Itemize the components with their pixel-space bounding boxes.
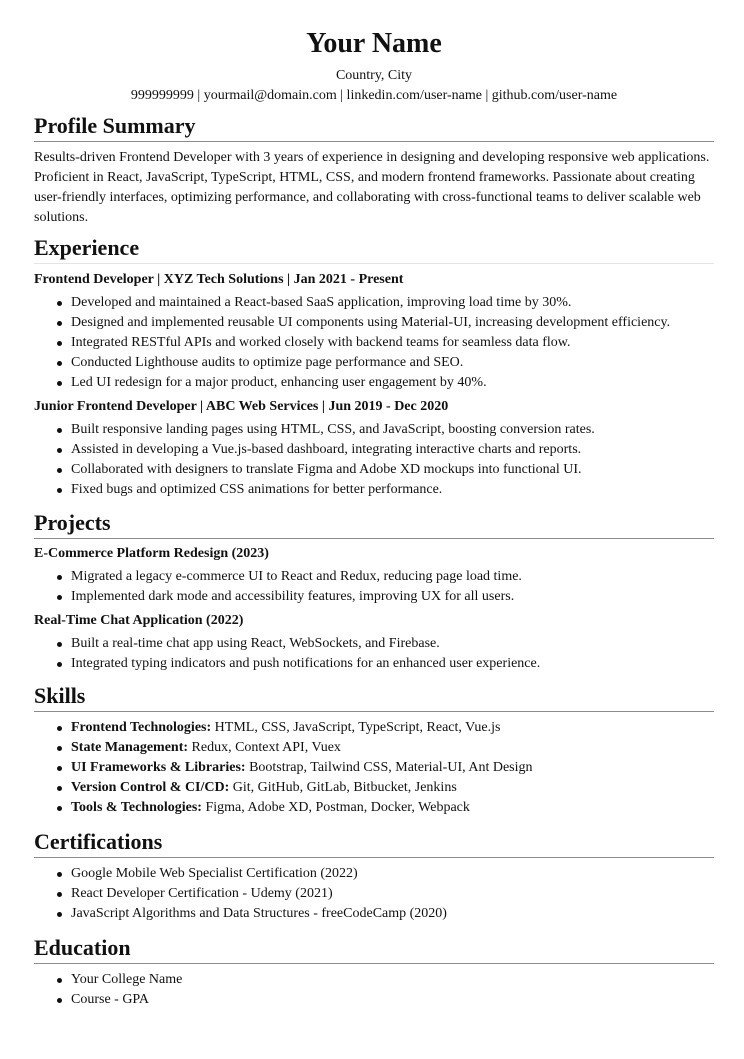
skill-value: Figma, Adobe XD, Postman, Docker, Webpack (201, 800, 470, 815)
list-item: Implemented dark mode and accessibility features, improving UX for all users. (71, 587, 714, 607)
section-title-skills: Skills (34, 683, 86, 708)
list-item: JavaScript Algorithms and Data Structures - freeCodeCamp (2020) (71, 904, 714, 924)
section-divider (34, 538, 714, 539)
education-section (34, 934, 714, 1010)
job-heading: Frontend Developer | XYZ Tech Solutions | Jan 2021 - Present (34, 272, 404, 287)
education-list (34, 970, 714, 1010)
resume-page (34, 0, 714, 1010)
skill-item (71, 738, 714, 758)
list-item: Built a real-time chat app using React, WebSockets, and Firebase. (71, 634, 714, 654)
list-item: Conducted Lighthouse audits to optimize page performance and SEO. (71, 353, 714, 373)
job-entry (34, 397, 714, 500)
section-title-projects: Projects (34, 510, 111, 535)
section-title-experience: Experience (34, 235, 140, 260)
contact-line: 999999999 | yourmail@domain.com | linkedin.com/user-name | github.com/user-name (130, 88, 618, 103)
list-item: Integrated RESTful APIs and worked closely with backend teams for seamless data flow. (71, 333, 714, 353)
list-item: Integrated typing indicators and push notifications for an enhanced user experience. (71, 654, 714, 674)
skill-value: HTML, CSS, JavaScript, TypeScript, React, Vue.js (211, 720, 501, 735)
section-title-certifications: Certifications (34, 829, 163, 854)
skills-section (34, 682, 714, 818)
skill-value: Git, GitHub, GitLab, Bitbucket, Jenkins (229, 780, 457, 795)
skill-label: State Management: (71, 740, 189, 755)
list-item: Course - GPA (71, 990, 714, 1010)
candidate-location: Country, City (335, 68, 413, 83)
list-item: Led UI redesign for a major product, enhancing user engagement by 40%. (71, 373, 714, 393)
experience-section (34, 234, 714, 500)
skill-label: Tools & Technologies: (71, 800, 202, 815)
project-heading: E-Commerce Platform Redesign (2023) (34, 546, 269, 561)
list-item: Fixed bugs and optimized CSS animations for better performance. (71, 480, 714, 500)
skill-item (71, 798, 714, 818)
section-divider (34, 857, 714, 858)
projects-section (34, 509, 714, 674)
skill-value: Redux, Context API, Vuex (188, 740, 341, 755)
section-title-education: Education (34, 935, 131, 960)
profile-section (34, 112, 714, 228)
job-entry (34, 270, 714, 393)
section-divider (34, 263, 714, 264)
section-divider (34, 711, 714, 712)
certifications-list (34, 864, 714, 924)
list-item: Assisted in developing a Vue.js-based dashboard, integrating interactive charts and reports. (71, 440, 714, 460)
list-item: React Developer Certification - Udemy (2021) (71, 884, 714, 904)
job-heading: Junior Frontend Developer | ABC Web Services | Jun 2019 - Dec 2020 (34, 399, 449, 414)
job-bullets (34, 420, 714, 500)
list-item: Migrated a legacy e-commerce UI to React and Redux, reducing page load time. (71, 567, 714, 587)
section-title-profile: Profile Summary (34, 113, 196, 138)
section-divider (34, 141, 714, 142)
project-bullets (34, 634, 714, 674)
list-item: Designed and implemented reusable UI components using Material-UI, increasing development efficiency. (71, 313, 714, 333)
skill-item (71, 758, 714, 778)
project-bullets (34, 567, 714, 607)
list-item: Collaborated with designers to translate Figma and Adobe XD mockups into functional UI. (71, 460, 714, 480)
project-heading: Real-Time Chat Application (2022) (34, 613, 244, 628)
skill-label: Version Control & CI/CD: (71, 780, 230, 795)
skill-label: UI Frameworks & Libraries: (71, 760, 246, 775)
skill-value: Bootstrap, Tailwind CSS, Material-UI, Ant Design (245, 760, 533, 775)
resume-header (34, 0, 714, 106)
skill-item (71, 778, 714, 798)
skill-item (71, 718, 714, 738)
project-entry (34, 544, 714, 607)
skills-list (34, 718, 714, 818)
list-item: Developed and maintained a React-based SaaS application, improving load time by 30%. (71, 293, 714, 313)
section-divider (34, 963, 714, 964)
job-bullets (34, 293, 714, 393)
list-item: Built responsive landing pages using HTML, CSS, and JavaScript, boosting conversion rates. (71, 420, 714, 440)
list-item: Google Mobile Web Specialist Certification (2022) (71, 864, 714, 884)
certifications-section (34, 828, 714, 924)
project-entry (34, 611, 714, 674)
skill-label: Frontend Technologies: (71, 720, 212, 735)
list-item: Your College Name (71, 970, 714, 990)
profile-summary-text: Results-driven Frontend Developer with 3 years of experience in designing and developing responsive web applications. Proficient in React, JavaScript, TypeScript, HTML, CSS, and modern frontend frameworks. Passionate about creating user-friendly interfaces, optimizing performance, and collaborating with cross-functional teams to deliver scalable web solutions. (34, 150, 710, 225)
candidate-name: Your Name (306, 28, 442, 59)
